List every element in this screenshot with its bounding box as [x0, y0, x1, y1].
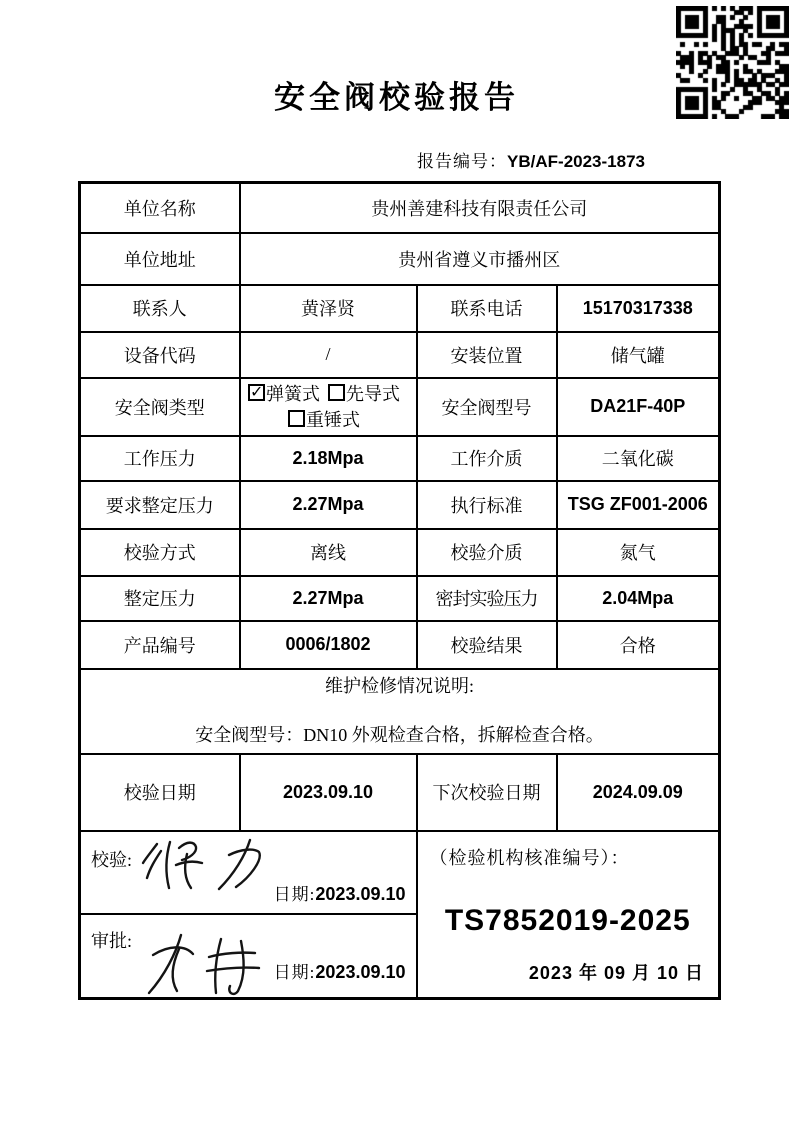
- verifier-cell: [80, 831, 417, 914]
- table-row: [80, 233, 720, 285]
- field-value-calib-result: 合格: [557, 621, 720, 669]
- org-label: （检验机构核准编号）：: [429, 847, 630, 868]
- verifier-date-value: 2023.09.10: [315, 883, 406, 904]
- table-row: [80, 183, 720, 233]
- field-value-work-medium: 二氧化碳: [557, 436, 720, 481]
- approver-date-label: 日期:: [273, 963, 316, 983]
- checkbox-pilot-label: 先导式: [346, 383, 400, 404]
- check-icon: ✓: [250, 381, 264, 401]
- field-value-install-pos: 储气罐: [557, 332, 720, 378]
- field-value-required-set-pressure: 2.27Mpa: [240, 481, 417, 529]
- field-value-work-pressure: 2.18Mpa: [240, 436, 417, 481]
- field-label-required-set-pressure: 要求整定压力: [80, 481, 240, 529]
- field-value-valve-model: DA21F-40P: [557, 378, 720, 436]
- table-row: [80, 576, 720, 621]
- field-label-set-pressure: 整定压力: [80, 576, 240, 621]
- approver-date-value: 2023.09.10: [315, 962, 406, 983]
- table-row: [80, 529, 720, 576]
- field-value-unit-name: 贵州善建科技有限责任公司: [240, 183, 720, 233]
- table-row: [80, 481, 720, 529]
- field-label-valve-model: 安全阀型号: [417, 378, 557, 436]
- verifier-date-label: 日期:: [273, 884, 316, 904]
- field-label-calib-date: 校验日期: [80, 754, 240, 831]
- checkbox-spring: [248, 381, 320, 404]
- page-title: 安全阀校验报告: [274, 80, 519, 115]
- report-table: [78, 181, 721, 1000]
- checkbox-pilot-box-icon: [328, 384, 345, 401]
- field-value-contact: 黄泽贤: [240, 285, 417, 332]
- table-row: [80, 831, 720, 914]
- verifier-label: 校验:: [91, 849, 133, 870]
- field-value-product-no: 0006/1802: [240, 621, 417, 669]
- field-value-unit-addr: 贵州省遵义市播州区: [240, 233, 720, 285]
- table-row: [80, 285, 720, 332]
- field-value-calib-medium: 氮气: [557, 529, 720, 576]
- checkbox-spring-box-icon: [248, 381, 265, 401]
- valve-type-line-1: [245, 381, 412, 407]
- field-label-valve-type: 安全阀类型: [80, 378, 240, 436]
- field-label-device-code: 设备代码: [80, 332, 240, 378]
- org-approval-code: TS7852019-2025: [444, 903, 691, 937]
- field-label-contact-phone: 联系电话: [417, 285, 557, 332]
- field-label-product-no: 产品编号: [80, 621, 240, 669]
- field-label-install-pos: 安装位置: [417, 332, 557, 378]
- field-label-calib-result: 校验结果: [417, 621, 557, 669]
- field-value-next-calib-date: 2024.09.09: [557, 754, 720, 831]
- field-label-seal-test-pressure: 密封实验压力: [417, 576, 557, 621]
- field-value-valve-type: [240, 378, 417, 436]
- maintenance-note-content: 安全阀型号：DN10 外观检查合格，拆解检查合格。: [195, 725, 604, 746]
- field-label-contact: 联系人: [80, 285, 240, 332]
- field-value-calib-date: 2023.09.10: [240, 754, 417, 831]
- checkbox-pilot: [328, 384, 400, 404]
- approver-signature: [141, 927, 291, 999]
- field-value-device-code: /: [240, 332, 417, 378]
- report-number-label: 报告编号：: [417, 152, 508, 171]
- field-label-unit-addr: 单位地址: [80, 233, 240, 285]
- table-row: [80, 332, 720, 378]
- checkbox-spring-label: 弹簧式: [266, 383, 320, 404]
- field-label-work-medium: 工作介质: [417, 436, 557, 481]
- report-number: [417, 147, 645, 172]
- approver-date: [274, 958, 406, 983]
- table-row: [80, 621, 720, 669]
- field-label-standard: 执行标准: [417, 481, 557, 529]
- field-label-next-calib-date: 下次校验日期: [417, 754, 557, 831]
- field-label-work-pressure: 工作压力: [80, 436, 240, 481]
- checkbox-weight-label: 重锤式: [306, 409, 360, 430]
- table-row: [80, 378, 720, 436]
- checkbox-weight-box-icon: [288, 410, 305, 427]
- approver-label: 审批:: [91, 930, 133, 951]
- org-cell: [417, 831, 720, 999]
- field-label-calib-method: 校验方式: [80, 529, 240, 576]
- field-value-contact-phone: 15170317338: [557, 285, 720, 332]
- org-date: 2023 年 09 月 10 日: [528, 963, 704, 984]
- valve-type-line-2: [245, 407, 412, 433]
- maintenance-note-cell: [80, 669, 720, 754]
- maintenance-note-title: 维护检修情况说明:: [324, 675, 474, 696]
- field-label-unit-name: 单位名称: [80, 183, 240, 233]
- field-value-set-pressure: 2.27Mpa: [240, 576, 417, 621]
- table-row: [80, 436, 720, 481]
- report-number-value: YB/AF-2023-1873: [507, 152, 645, 171]
- field-value-seal-test-pressure: 2.04Mpa: [557, 576, 720, 621]
- table-row: [80, 669, 720, 754]
- approver-cell: [80, 914, 417, 999]
- checkbox-weight: [288, 410, 360, 430]
- table-row: [80, 754, 720, 831]
- field-value-standard: TSG ZF001-2006: [557, 481, 720, 529]
- verifier-date: [274, 880, 406, 905]
- field-label-calib-medium: 校验介质: [417, 529, 557, 576]
- field-value-calib-method: 离线: [240, 529, 417, 576]
